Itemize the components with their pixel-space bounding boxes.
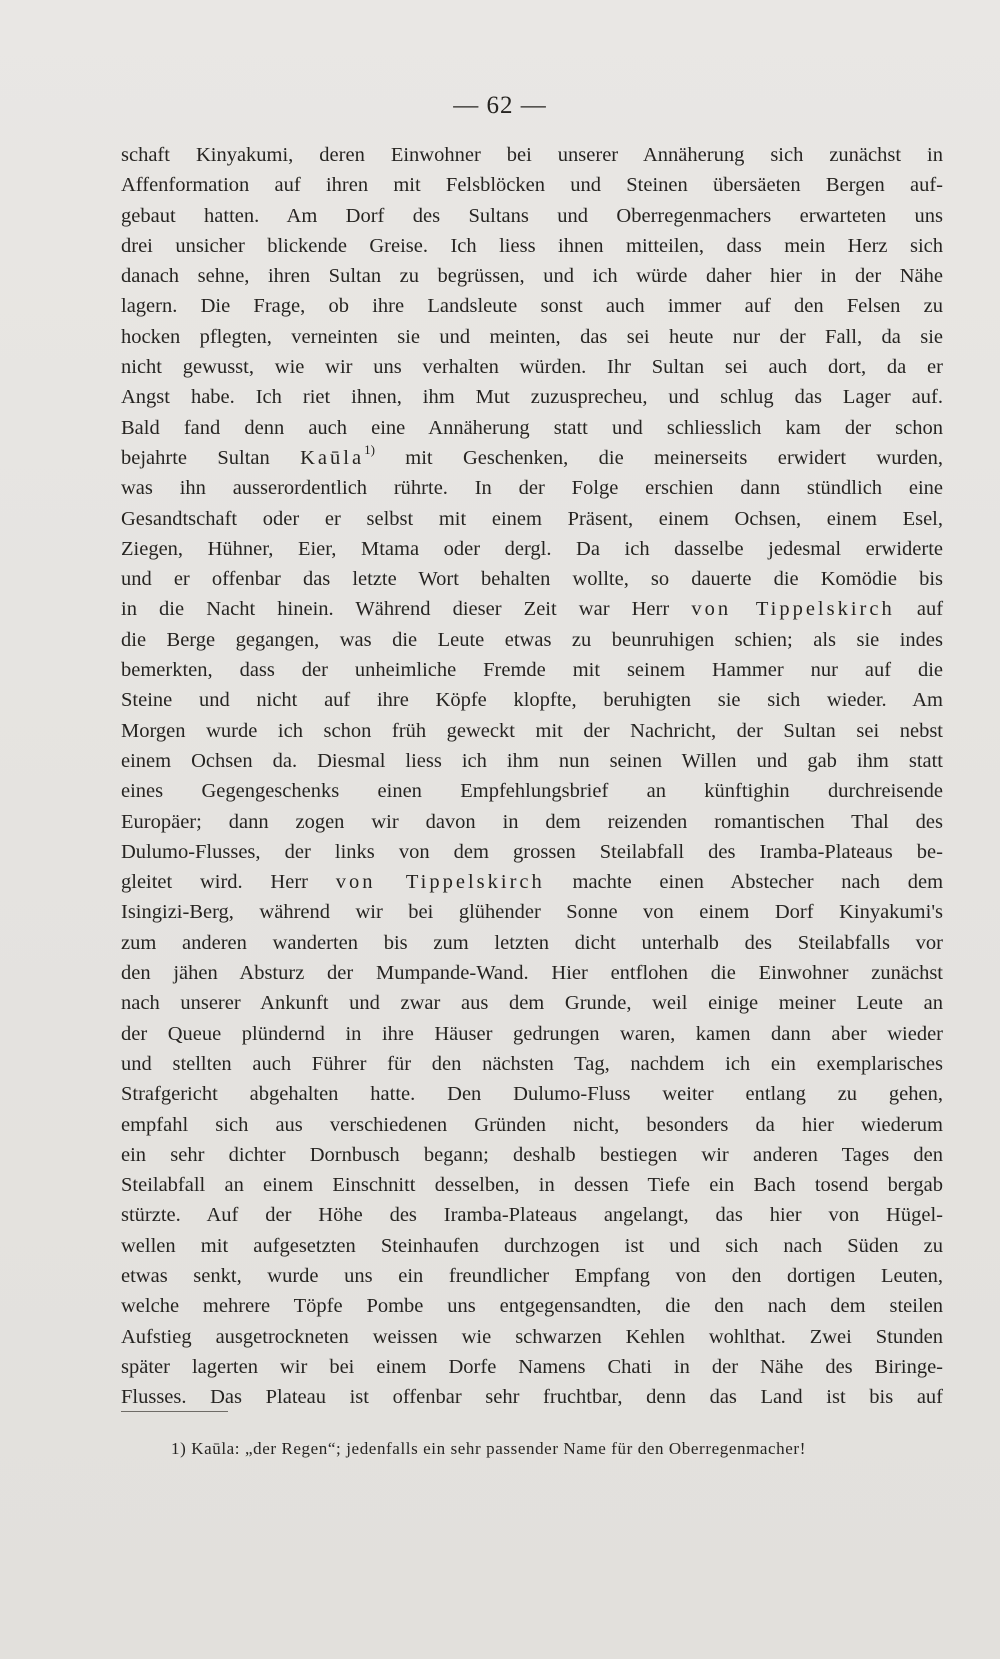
text-line: und er offenbar das letzte Wort behalten wollte, so dauerte die Komödie bis (121, 568, 943, 591)
text-line: eines Gegengeschenks einen Empfehlungsbrief an künftighin durchreisende (121, 780, 943, 803)
text-line: Strafgericht abgehalten hatte. Den Dulumo-Fluss weiter entlang zu gehen, (121, 1083, 943, 1106)
body-text (121, 140, 943, 1412)
page-number: — 62 — (453, 92, 547, 119)
text-line: Affenformation auf ihren mit Felsblöcken und Steinen übersäeten Bergen auf- (121, 174, 943, 197)
text-line: Isingizi-Berg, während wir bei glühender Sonne von einem Dorf Kinyakumi's (121, 901, 943, 924)
text-line: stürzte. Auf der Höhe des Iramba-Plateaus angelangt, das hier von Hügel- (121, 1204, 943, 1227)
text-fragment: in die Nacht hinein. Während dieser Zeit war Herr (121, 598, 670, 621)
text-line: drei unsicher blickende Greise. Ich liess ihnen mitteilen, dass mein Herz sich (121, 234, 943, 257)
text-fragment: bejahrte Sultan (121, 446, 270, 469)
text-line-tippelskirch (121, 867, 943, 897)
text-fragment: machte einen Abstecher nach dem (572, 871, 944, 894)
footnote-reference: 1) (364, 442, 375, 458)
text-fragment: gleitet wird. Herr (121, 871, 308, 894)
text-line-tippelskirch (121, 594, 943, 624)
text-line: Dulumo-Flusses, der links von dem grossen Steilabfall des Iramba-Plateaus be- (121, 840, 943, 863)
text-line: einem Ochsen da. Diesmal liess ich ihm nun seinen Willen und gab ihm statt (121, 749, 943, 772)
footnote-divider (121, 1411, 228, 1412)
text-line-kaula (121, 443, 943, 473)
text-line: Bald fand denn auch eine Annäherung statt und schliesslich kam der schon (121, 416, 943, 439)
text-line: Steilabfall an einem Einschnitt desselben, in dessen Tiefe ein Bach tosend bergab (121, 1174, 943, 1197)
text-fragment: mit Geschenken, die meinerseits erwidert wurden, (405, 446, 944, 469)
text-line: den jähen Absturz der Mumpande-Wand. Hier entflohen die Einwohner zunächst (121, 962, 943, 985)
name-kaula: Kaūla (300, 446, 365, 469)
text-line: wellen mit aufgesetzten Steinhaufen durchzogen ist und sich nach Süden zu (121, 1234, 943, 1257)
name-tippelskirch: von Tippelskirch (335, 871, 545, 894)
text-line: Aufstieg ausgetrockneten weissen wie schwarzen Kehlen wohlthat. Zwei Stunden (121, 1325, 943, 1348)
text-line: Europäer; dann zogen wir davon in dem reizenden romantischen Thal des (121, 810, 943, 833)
text-line: Angst habe. Ich riet ihnen, ihm Mut zuzusprecheu, und schlug das Lager auf. (121, 386, 943, 409)
text-line: schaft Kinyakumi, deren Einwohner bei unserer Annäherung sich zunächst in (121, 144, 943, 166)
text-line: zum anderen wanderten bis zum letzten dicht unterhalb des Steilabfalls vor (121, 931, 943, 954)
text-line: der Queue plündernd in ihre Häuser gedrungen waren, kamen dann aber wieder (121, 1022, 943, 1045)
text-line: empfahl sich aus verschiedenen Gründen nicht, besonders da hier wiederum (121, 1113, 943, 1136)
footnote: 1) Kaūla: „der Regen“; jedenfalls ein sehr passender Name für den Oberregenmacher! (171, 1439, 806, 1458)
text-line: Flusses. Das Plateau ist offenbar sehr fruchtbar, denn das Land ist bis auf (121, 1386, 943, 1409)
text-line: lagern. Die Frage, ob ihre Landsleute sonst auch immer auf den Felsen zu (121, 295, 943, 318)
text-line: ein sehr dichter Dornbusch begann; deshalb bestiegen wir anderen Tages den (121, 1143, 943, 1166)
text-line: nach unserer Ankunft und zwar aus dem Grunde, weil einige meiner Leute an (121, 992, 943, 1015)
text-line: bemerkten, dass der unheimliche Fremde mit seinem Hammer nur auf die (121, 659, 943, 682)
text-line: danach sehne, ihren Sultan zu begrüssen, und ich würde daher hier in der Nähe (121, 265, 943, 288)
text-line: und stellten auch Führer für den nächsten Tag, nachdem ich ein exemplarisches (121, 1052, 943, 1075)
text-line: Morgen wurde ich schon früh geweckt mit der Nachricht, der Sultan sei nebst (121, 719, 943, 742)
text-line: die Berge gegangen, was die Leute etwas zu beunruhigen schien; als sie indes (121, 628, 943, 651)
text-line: nicht gewusst, wie wir uns verhalten würden. Ihr Sultan sei auch dort, da er (121, 356, 943, 379)
text-line: welche mehrere Töpfe Pombe uns entgegensandten, die den nach dem steilen (121, 1295, 943, 1318)
text-line: etwas senkt, wurde uns ein freundlicher Empfang von den dortigen Leuten, (121, 1264, 943, 1287)
text-line: später lagerten wir bei einem Dorfe Namens Chati in der Nähe des Biringe- (121, 1355, 943, 1378)
text-line: Gesandtschaft oder er selbst mit einem Präsent, einem Ochsen, einem Esel, (121, 507, 943, 530)
name-tippelskirch: von Tippelskirch (691, 598, 895, 621)
text-fragment: auf (916, 598, 944, 621)
text-line: hocken pflegten, verneinten sie und meinten, das sei heute nur der Fall, da sie (121, 325, 943, 348)
text-line: Steine und nicht auf ihre Köpfe klopfte, beruhigten sie sich wieder. Am (121, 689, 943, 712)
text-line: gebaut hatten. Am Dorf des Sultans und Oberregenmachers erwarteten uns (121, 204, 943, 227)
text-line: Ziegen, Hühner, Eier, Mtama oder dergl. Da ich dasselbe jedesmal erwiderte (121, 537, 943, 560)
text-line: was ihn ausserordentlich rührte. In der Folge erschien dann stündlich eine (121, 477, 943, 500)
